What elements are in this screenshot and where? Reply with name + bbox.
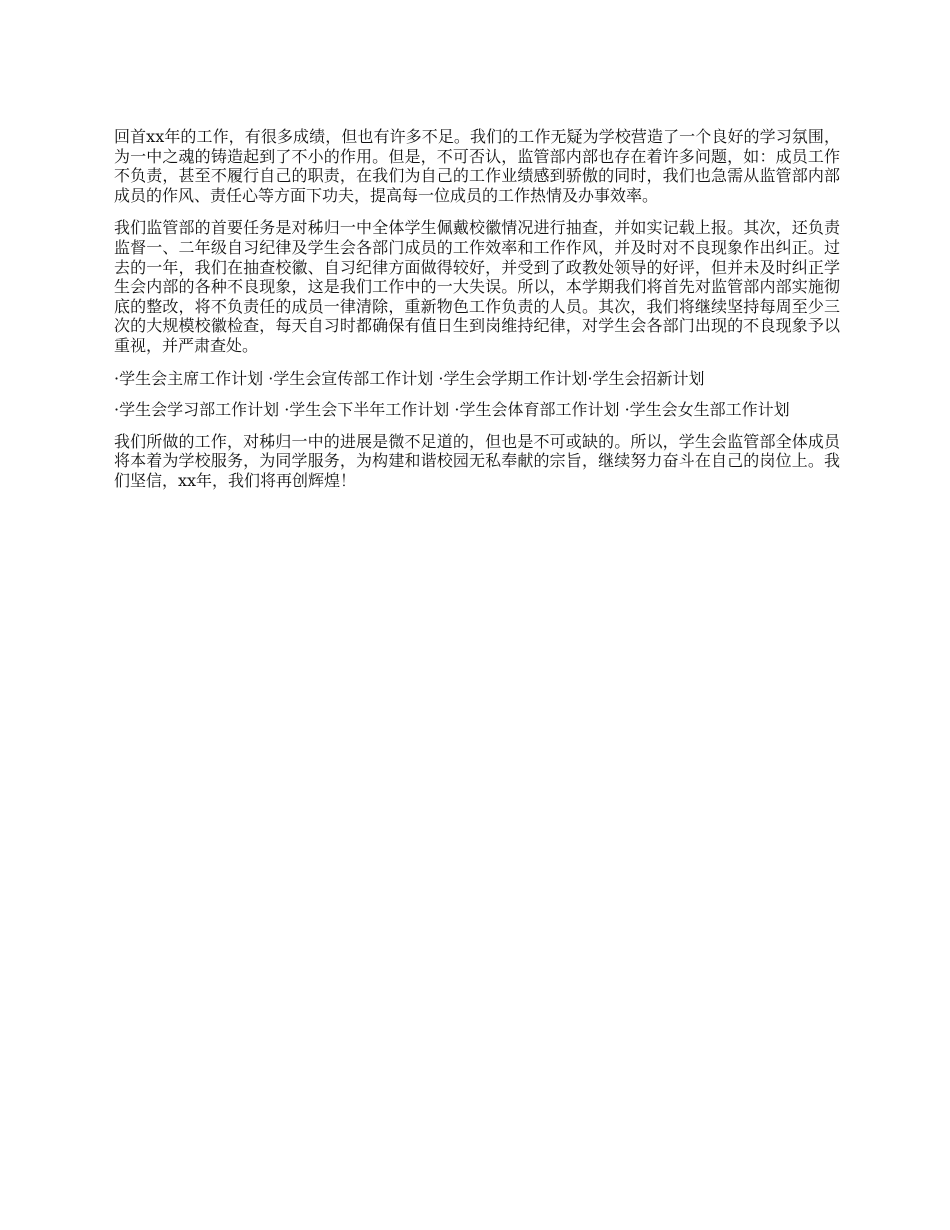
link-president-plan[interactable]: ·学生会主席工作计划 xyxy=(114,368,264,388)
link-sports-plan[interactable]: ·学生会体育部工作计划 xyxy=(454,400,620,420)
related-links-row-1 xyxy=(114,369,840,389)
related-links-row-2 xyxy=(114,400,840,420)
document-body xyxy=(114,127,840,504)
paragraph-closing: 我们所做的工作，对秭归一中的进展是微不足道的，但也是不可或缺的。所以，学生会监管部全体成员将本着为学校服务，为同学服务，为构建和谐校园无私奉献的宗旨，继续努力奋斗在自己的岗位上。我们坚信，xx年，我们将再创辉煌！ xyxy=(114,431,840,490)
link-recruit-plan[interactable]: ·学生会招新计划 xyxy=(587,368,705,388)
link-second-half-plan[interactable]: ·学生会下半年工作计划 xyxy=(284,400,450,420)
paragraph-tasks: 我们监管部的首要任务是对秭归一中全体学生佩戴校徽情况进行抽查，并如实记载上报。其次，还负责监督一、二年级自习纪律及学生会各部门成员的工作效率和工作作风，并及时对不良现象作出纠正。过去的一年，我们在抽查校徽、自习纪律方面做得较好，并受到了政教处领导的好评，但并未及时纠正学生会内部的各种不良现象，这是我们工作中的一大失误。所以，本学期我们将首先对监管部内部实施彻底的整改，将不负责任的成员一律清除，重新物色工作负责的人员。其次，我们将继续坚持每周至少三次的大规模校徽检查，每天自习时都确保有值日生到岗维持纪律，对学生会各部门出现的不良现象予以重视，并严肃查处。 xyxy=(114,218,840,355)
link-girls-plan[interactable]: ·学生会女生部工作计划 xyxy=(624,400,790,420)
link-semester-plan[interactable]: ·学生会学期工作计划 xyxy=(438,368,588,388)
link-study-plan[interactable]: ·学生会学习部工作计划 xyxy=(114,400,280,420)
paragraph-review: 回首xx年的工作，有很多成绩，但也有许多不足。我们的工作无疑为学校营造了一个良好的学习氛围，为一中之魂的铸造起到了不小的作用。但是，不可否认，监管部内部也存在着许多问题，如：成员工作不负责，甚至不履行自己的职责，在我们为自己的工作业绩感到骄傲的同时，我们也急需从监管部内部成员的作风、责任心等方面下功夫，提高每一位成员的工作热情及办事效率。 xyxy=(114,127,840,205)
link-publicity-plan[interactable]: ·学生会宣传部工作计划 xyxy=(268,368,434,388)
